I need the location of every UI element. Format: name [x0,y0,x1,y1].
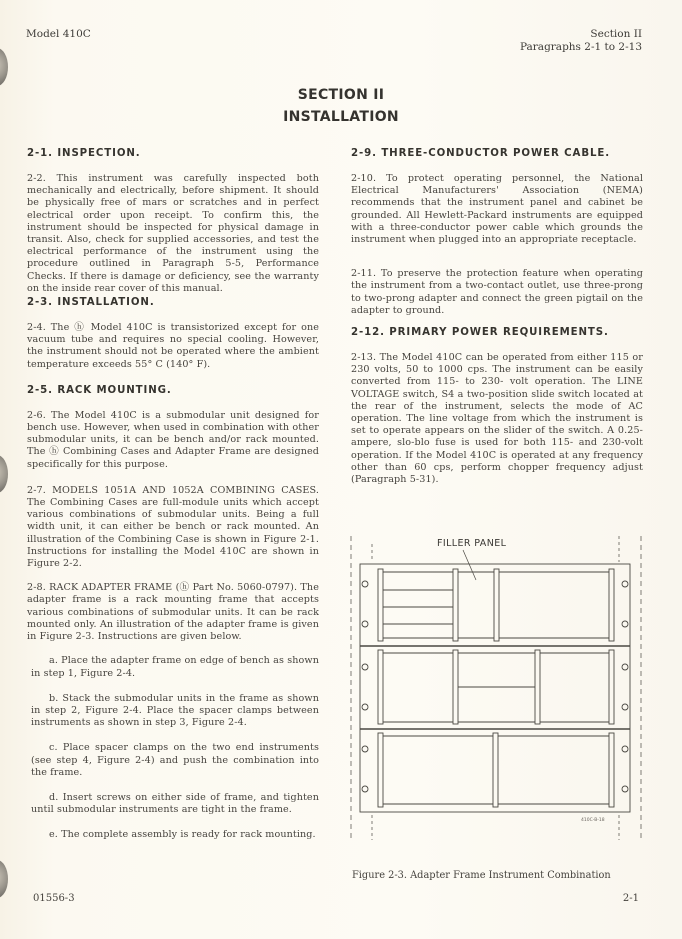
heading-power-requirements: 2-12. PRIMARY POWER REQUIREMENTS. [351,327,609,339]
figure-code: 410C-B-18 [581,818,605,823]
mounting-hole [622,664,628,670]
right-column [351,148,643,486]
figure-caption: Figure 2-3. Adapter Frame Instrument Combination [352,870,611,881]
mounting-hole [622,786,628,792]
mounting-hole [362,621,368,627]
mounting-hole [622,621,628,627]
header-section-label: Section II [590,28,642,40]
step-a: a. Place the adapter frame on edge of bench as shown in step 1, Figure 2-4. [31,655,319,679]
paragraph-2-6: 2-6. The Model 410C is a submodular unit designed for bench use. However, when used in combination with other submodular units, it can be bench and/or rack mounted. The ⓗ Combining Cases and Adapter Frame are designed specifically for this purpose. [27,409,319,470]
header-paragraphs: Paragraphs 2-1 to 2-13 [519,41,642,53]
page-number: 2-1 [622,893,639,904]
paragraph-2-4: 2-4. The ⓗ Model 410C is transistorized except for one vacuum tube and requires no special cooling. However, the instrument should not be operated where the ambient temperature exceeds 55° C (140° F). [27,322,319,370]
paragraph-2-11: 2-11. To preserve the protection feature when operating the instrument from a two-contact outlet, use three-prong to two-prong adapter and connect the green pigtail on the adapter to ground. [351,268,643,316]
filler-panel-leader [463,550,476,580]
figure-adapter-frame [345,532,655,852]
filler-panel-label: FILLER PANEL [437,538,507,549]
header-model: Model 410C [26,28,91,40]
header-section [520,28,642,54]
mounting-hole [362,664,368,670]
step-e: e. The complete assembly is ready for rack mounting. [49,829,316,841]
frame-outline [360,564,630,812]
paragraph-2-7: 2-7. MODELS 1051A AND 1052A COMBINING CASES. The Combining Cases are full-module units which accept various combinations of submodular units. Being a full width unit, it can either be bench or rack mounted. An illustration of the Combining Case is shown in Figure 2-1. Instructions for installing the Model 410C are shown in Figure 2-2. [27,484,319,570]
heading-installation: 2-3. INSTALLATION. [27,297,155,309]
rack-row-3 [378,733,614,807]
paragraph-2-13: 2-13. The Model 410C can be operated from either 115 or 230 volts, 50 to 1000 cps. The instrument can be easily converted from 115- to 230- volt operation. The LINE VOLTAGE switch, S4 a two-position slide switch located at the rear of the instrument, selects the mode of AC operation. The line voltage from which the instrument is set to operate appears on the slider of the switch. A 0.25-ampere, slo-blo fuse is used for both 115- and 230-volt operation. If the Model 410C is operated at any frequency other than 60 cps, perform chopper frequency adjust (Paragraph 5-31). [351,352,643,486]
section-title: SECTION II [297,87,385,103]
paragraph-2-10: 2-10. To protect operating personnel, the National Electrical Manufacturers' Association (NEMA) recommends that the instrument panel and cabinet be grounded. All Hewlett-Packard instruments are equipped with a three-conductor power cable which grounds the instrument when plugged into an appropriate receptacle. [351,173,643,246]
heading-rack-mounting: 2-5. RACK MOUNTING. [27,384,172,396]
mounting-hole [362,704,368,710]
heading-inspection: 2-1. INSPECTION. [27,148,141,159]
mounting-hole [362,746,368,752]
mounting-hole [622,581,628,587]
document-number: 01556-3 [33,893,75,904]
mounting-hole [362,581,368,587]
rack-row-2 [378,650,614,724]
mounting-hole [622,746,628,752]
section-subtitle: INSTALLATION [283,109,399,125]
paragraph-2-8: 2-8. RACK ADAPTER FRAME (ⓗ Part No. 5060-0797). The adapter frame is a rack mounting frame that accepts various combinations of submodular units. It can be rack mounted only. An illustration of the adapter frame is given in Figure 2-3. Instructions are given below. [27,582,319,643]
paragraph-2-2: 2-2. This instrument was carefully inspected both mechanically and electrically, before shipment. It should be physically free of mars or scratches and in perfect electrical order upon receipt. To confirm this, the instrument should be inspected for physical damage in transit. Also, check for supplied accessories, and test the electrical performance of the instrument using the procedure outlined in Paragraph 5-5, Performance Checks. If there is damage or deficiency, see the warranty on the inside rear cover of this manual. [27,173,319,294]
mounting-hole [362,786,368,792]
mounting-hole [622,704,628,710]
left-column [27,148,319,842]
step-d: d. Insert screws on either side of frame, and tighten until submodular instruments are tight in the frame. [31,791,319,816]
heading-power-cable: 2-9. THREE-CONDUCTOR POWER CABLE. [351,148,611,159]
step-c: c. Place spacer clamps on the two end instruments (see step 4, Figure 2-4) and push the combination into the frame. [31,742,319,778]
step-b: b. Stack the submodular units in the frame as shown in step 2, Figure 2-4. Place the spacer clamps between instruments as shown in step 3, Figure 2-4. [31,692,319,729]
